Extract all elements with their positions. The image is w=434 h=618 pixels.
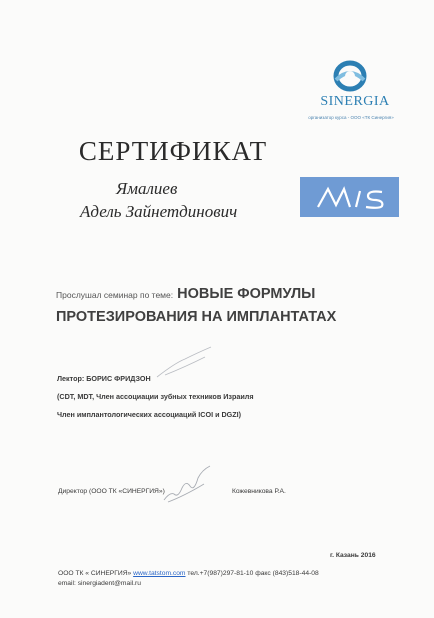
certificate-title-text: СЕРТИФИКАТ xyxy=(78,136,268,166)
issue-date: г. Казань 2016 xyxy=(330,552,376,559)
director-label: Директор (ООО ТК «СИНЕРГИЯ») xyxy=(58,488,165,495)
mis-logo xyxy=(300,177,399,217)
sinergia-logo xyxy=(300,58,400,128)
footer-contacts xyxy=(58,570,319,577)
director-name: Кожевникова Р.А. xyxy=(232,488,286,495)
logo-tagline: организатор курса - ООО «ТК Синергия» xyxy=(308,115,394,120)
footer-company: ООО ТК « СИНЕРГИЯ» xyxy=(58,570,132,577)
certificate-title xyxy=(0,136,330,167)
seminar-topic xyxy=(56,283,396,328)
lecturer-line1: Лектор: БОРИС ФРИДЗОН xyxy=(57,374,151,383)
topic-line2: ПРОТЕЗИРОВАНИЯ НА ИМПЛАНТАТАХ xyxy=(56,309,337,325)
mis-logo-icon xyxy=(300,177,399,217)
logo-brand: SINERGIA xyxy=(320,94,390,109)
footer-phones: тел.+7(987)297-81-10 факс (843)518-44-08 xyxy=(187,570,319,577)
lecturer-signature-icon xyxy=(155,345,215,381)
sinergia-emblem-icon xyxy=(324,58,376,96)
topic-line1: НОВЫЕ ФОРМУЛЫ xyxy=(177,286,316,302)
lecturer-line3: Член имплантологических ассоциаций ICOI и DGZI) xyxy=(57,410,242,419)
recipient-surname: Ямалиев xyxy=(116,179,178,198)
recipient-name: Адель Зайнетдинович xyxy=(80,202,238,221)
director-signature-icon xyxy=(160,462,220,506)
topic-prefix: Прослушал семинар по теме: xyxy=(56,290,174,300)
lecturer-line2: (CDT, MDT, Член ассоциации зубных техников Израиля xyxy=(57,392,254,401)
footer-website-link[interactable]: www.tatstom.com xyxy=(133,570,186,577)
footer-email: email: sinergiadent@mail.ru xyxy=(58,580,141,587)
